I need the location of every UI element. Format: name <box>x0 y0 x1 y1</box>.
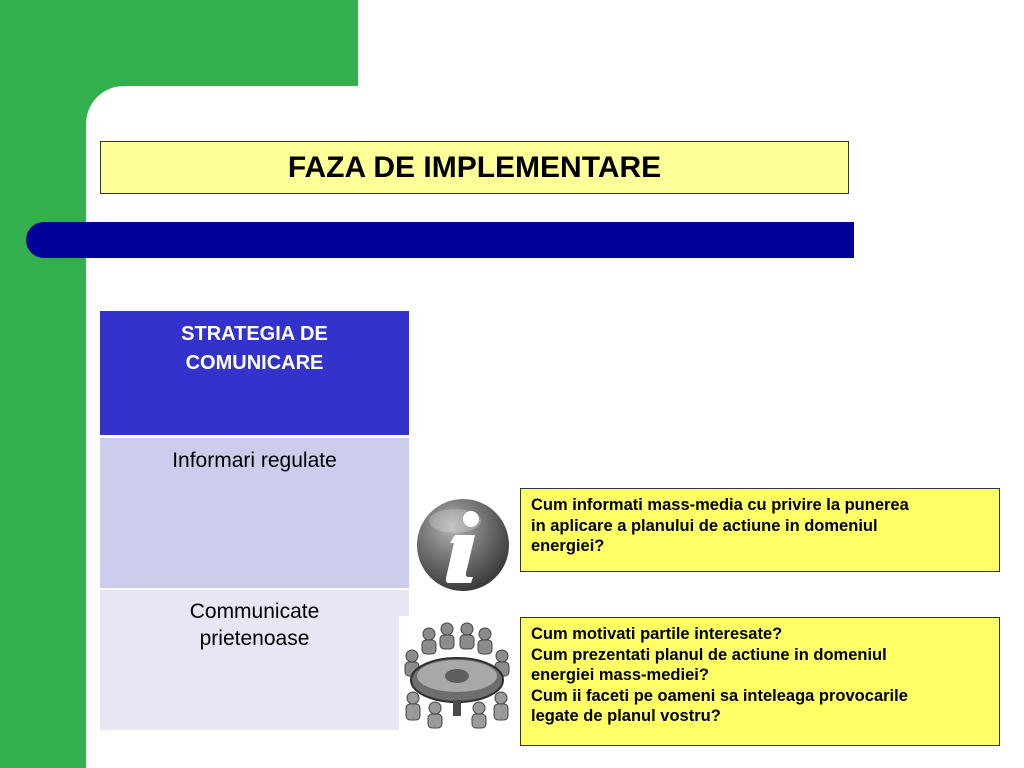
blue-divider-bar <box>26 222 854 258</box>
meeting-table-icon <box>399 616 515 732</box>
table-row <box>100 590 409 730</box>
question-line: legate de planul vostru? <box>531 707 721 725</box>
table-row <box>100 438 409 590</box>
table-header-line: COMUNICARE <box>185 352 324 374</box>
question-box-stakeholders <box>520 617 1000 746</box>
slide-title: FAZA DE IMPLEMENTARE <box>287 150 662 184</box>
table-cell-text: Communicate <box>189 600 320 623</box>
strategy-table <box>100 311 409 730</box>
question-line: Cum prezentati planul de actiune in domeniul <box>531 645 887 664</box>
question-box-media <box>520 488 1000 572</box>
title-box <box>100 141 849 194</box>
info-icon <box>415 497 511 593</box>
question-line: Cum informati mass-media cu privire la punerea <box>531 496 909 514</box>
question-line: in aplicare a planului de actiune in domeniul <box>531 516 878 535</box>
table-header-line: STRATEGIA DE <box>181 323 328 345</box>
table-cell-text: prietenoase <box>199 627 310 650</box>
table-cell-text: Informari regulate <box>172 449 337 472</box>
table-header-cell <box>100 311 409 438</box>
question-line: energiei mass-mediei? <box>531 666 709 684</box>
question-line: energiei? <box>531 537 605 555</box>
question-line: Cum motivati partile interesate? <box>531 625 783 643</box>
question-line: Cum ii faceti pe oameni sa inteleaga provocarile <box>531 686 908 705</box>
